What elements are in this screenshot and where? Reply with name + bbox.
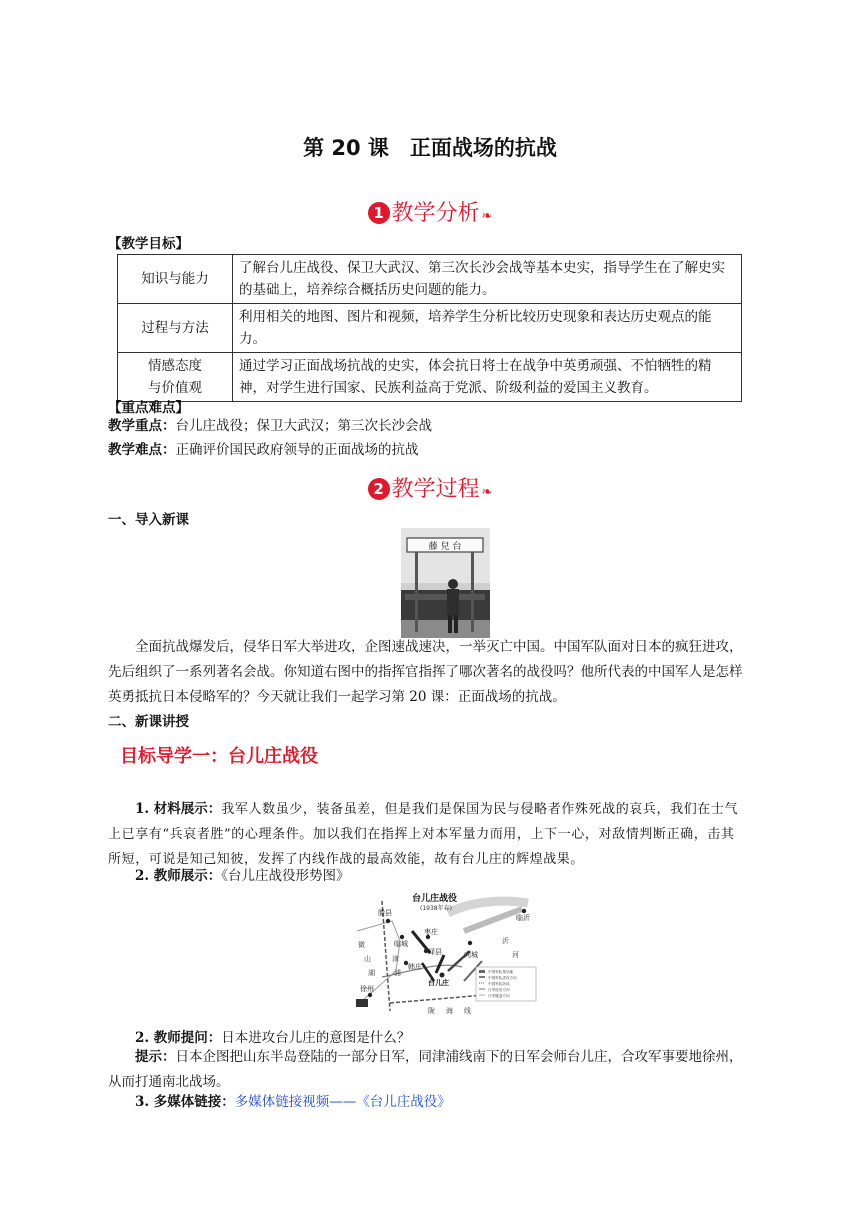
goal-head: 过程与方法 [118,304,233,353]
map-place: 滕县 [378,909,392,917]
map-place: 临沂 [516,914,530,922]
map-canal-label: 津 [392,955,399,963]
map-legend-entry: 日军撤退方向 [488,994,510,998]
map-place: 徐州 [360,985,374,993]
section-label-process: 教学过程 [391,477,480,502]
map-legend-entry: 日军进攻方向 [488,988,510,992]
item4-label: 3. 多媒体链接： [135,1094,235,1110]
leaf-decoration-icon: ❧ [481,485,493,500]
map-legend-entry: 中国军队进攻方向 [488,976,517,980]
teaching-goals-table [117,254,742,402]
goal-head: 知识与能力 [118,255,233,304]
lesson-title: 第 20 课 正面战场的抗战 [303,136,557,160]
goal-guide-title: 目标导学一：台儿庄战役 [120,746,318,767]
map-place: 台儿庄 [428,979,449,987]
goal-text: 通过学习正面战场抗战的史实，体会抗日将士在战争中英勇顽强、不怕牺牲的精神，对学生进行国家、民族利益高于党派、阶级利益的爱国主义教育。 [233,353,742,402]
hint-paragraph [108,1045,748,1095]
commander-photo [401,528,490,638]
map-legend-entry: 中国军队集结地 [488,970,514,974]
goals-heading: 【教学目标】 [108,236,189,252]
leaf-decoration-icon: ❧ [481,209,493,224]
section-number-1: 1 [368,202,390,224]
difficulty-line [108,438,748,463]
goal-head [118,353,233,402]
item3-text: 日本进攻台儿庄的意图是什么？ [221,1030,411,1046]
item2-text: 《台儿庄战役形势图》 [221,868,350,884]
station-sign-text: 藤 兒 台 [428,542,462,552]
key-point-label: 教学重点： [108,418,176,434]
hint-label: 提示： [135,1049,176,1065]
map-place: 枣庄 [424,928,438,936]
material-paragraph [108,797,748,872]
key-heading: 【重点难点】 [108,400,189,416]
map-place: 韩庄 [408,963,422,971]
section-number-2: 2 [368,478,390,500]
intro-paragraph: 全面抗战爆发后，侵华日军大举进攻，企图速战速决，一举灭亡中国。中国军队面对日本的疯狂进攻，先后组织了一系列著名会战。你知道右图中的指挥官指挥了哪次著名的战役吗？他所代表的中国军人是怎样英勇抵抗日本侵略军的？今天就让我们一起学习第 20 课：正面战场的抗战。 [108,639,743,705]
multimedia-line [108,1090,748,1115]
goal-text: 了解台儿庄战役、保卫大武汉、第三次长沙会战等基本史实，指导学生在了解史实的基础上，培养综合概括历史问题的能力。 [233,255,742,304]
map-subtitle: (1938年春) [420,905,452,912]
map-place: 临城 [394,940,408,948]
part1-heading: 一、导入新课 [108,512,189,528]
section-banner-analysis [0,196,860,227]
map-rail-label: 海 [446,1007,453,1015]
map-lake-label: 山 [364,955,371,963]
difficulty-text: 正确评价国民政府领导的正面战场的抗战 [175,442,419,458]
table-row [118,304,742,353]
goal-head-line: 与价值观 [148,380,202,396]
map-place: 峄县 [428,948,442,956]
map-title: 台儿庄战役 [412,894,458,904]
map-canal-label: 浦 [394,969,401,977]
table-row [118,255,742,304]
difficulty-label: 教学难点： [108,442,176,458]
section-label-analysis: 教学分析 [391,201,480,226]
map-lake-label: 湖 [368,969,375,977]
item3-label: 2. 教师提问： [135,1030,222,1046]
key-point-text: 台儿庄战役；保卫大武汉；第三次长沙会战 [175,418,432,434]
map-legend-entry: 中国军队防线 [488,982,510,986]
map-river-label: 河 [512,951,519,959]
table-row [118,353,742,402]
item1-label: 1. 材料展示： [135,801,222,817]
goal-text: 利用相关的地图、图片和视频，培养学生分析比较历史现象和表达历史观点的能力。 [233,304,742,353]
map-rail-label: 线 [464,1007,471,1015]
map-river-label: 沂 [502,937,509,945]
goal-head-line: 情感态度 [148,358,202,374]
map-display-line [108,864,748,889]
key-point-line [108,414,748,439]
map-lake-label: 微 [358,941,365,949]
part2-heading: 二、新课讲授 [108,714,189,730]
section-banner-process [0,472,860,503]
map-place: 向城 [464,951,478,959]
map-rail-label: 陇 [428,1007,435,1015]
item1-text: 我军人数虽少，装备虽差，但是我们是保国为民与侵略者作殊死战的哀兵，我们在士气上已享有“兵哀者胜”的心理条件。加以我们在指挥上对本军量力而用，上下一心，对敌情判断正确，击其所短，可说是知己知彼，发挥了内线作战的最高效能，故有台儿庄的辉煌战果。 [108,802,739,867]
hint-text: 日本企图把山东半岛登陆的一部分日军，同津浦线南下的日军会师台儿庄，合攻军事要地徐州，从而打通南北战场。 [108,1049,743,1090]
item2-label: 2. 教师展示： [135,868,222,884]
video-link[interactable]: 多媒体链接视频——《台儿庄战役》 [234,1094,451,1110]
taierzhuang-battle-map [352,891,538,1019]
